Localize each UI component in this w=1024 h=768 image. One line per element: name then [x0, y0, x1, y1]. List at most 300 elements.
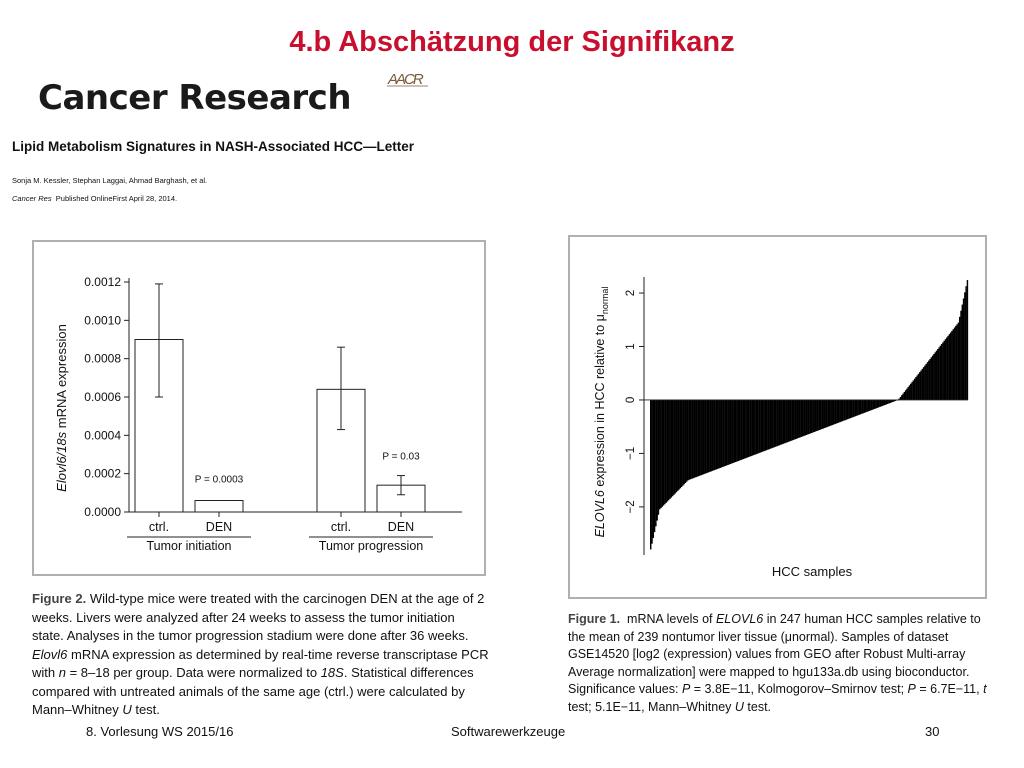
fig1-sample-bar	[933, 354, 934, 400]
fig1-sample-bar	[905, 390, 906, 400]
footer-lecture: 8. Vorlesung WS 2015/16	[86, 724, 234, 739]
fig1-sample-bar	[918, 374, 919, 400]
fig1-sample-bar	[911, 382, 912, 400]
fig1-sample-bar	[735, 400, 736, 462]
fig1-sample-bar	[931, 357, 932, 400]
journal-name: Cancer Research	[38, 78, 352, 118]
fig1-sample-bar	[929, 359, 930, 400]
fig1-sample-bar	[731, 400, 732, 464]
fig1-sample-bar	[750, 400, 751, 456]
fig1-sample-bar	[762, 400, 763, 452]
fig1-sample-bar	[722, 400, 723, 467]
fig2-y-axis-label-italic: Elovl6/18s	[54, 431, 69, 492]
figure1-caption-text: mRNA levels of	[627, 612, 716, 626]
fig1-sample-bar	[962, 305, 963, 400]
fig1-sample-bar	[707, 400, 708, 473]
fig1-sample-bar	[808, 400, 809, 434]
fig1-sample-bar	[740, 400, 741, 460]
fig1-sample-bar	[868, 400, 869, 411]
fig1-sample-bar	[909, 385, 910, 400]
fig2-pvalue-label: P = 0.0003	[194, 474, 244, 486]
fig1-y-axis-label	[593, 287, 610, 538]
figure2-caption-text: Wild-type mice were treated with the carcinogen DEN at the age of 2 weeks. Livers were analyzed after 24 weeks to assess the tumor initiation state. Analyses in the tumor progression stadium were done after 36 weeks.	[32, 591, 485, 643]
fig1-sample-bar	[662, 400, 663, 507]
fig1-sample-bar	[944, 341, 945, 400]
fig2-y-tick-label: 0.0002	[84, 466, 121, 481]
fig1-sample-bar	[689, 400, 690, 480]
fig1-sample-bar	[790, 400, 791, 441]
fig1-sample-bar	[708, 400, 709, 472]
fig1-sample-bar	[748, 400, 749, 457]
fig1-sample-bar	[965, 286, 966, 400]
fig1-sample-bar	[906, 389, 907, 400]
fig1-sample-bar	[781, 400, 782, 444]
fig1-sample-bar	[878, 400, 879, 407]
fig1-sample-bar	[963, 298, 964, 400]
fig1-sample-bar	[673, 400, 674, 495]
fig1-sample-bar	[789, 400, 790, 441]
fig1-sample-bar	[802, 400, 803, 436]
figure1-caption	[568, 611, 993, 716]
fig1-sample-bar	[901, 395, 902, 400]
figure1-caption-text-5: test; 5.1E−11, Mann–Whitney	[568, 699, 735, 714]
fig1-sample-bar	[938, 347, 939, 400]
fig1-sample-bar	[940, 346, 941, 400]
fig1-sample-bar	[935, 352, 936, 400]
fig1-sample-bar	[772, 400, 773, 448]
fig1-sample-bar	[695, 400, 696, 477]
fig1-sample-bar	[774, 400, 775, 447]
fig1-sample-bar	[870, 400, 871, 410]
fig2-y-tick-label: 0.0006	[84, 390, 121, 404]
fig1-sample-bar	[745, 400, 746, 458]
paper-publication	[12, 194, 177, 203]
fig1-y-axis-label-rest: expression in HCC relative to μ	[593, 314, 607, 491]
fig1-sample-bar	[739, 400, 740, 461]
fig1-sample-bar	[850, 400, 851, 418]
figure1-caption-italic-gene: ELOVL6	[715, 612, 764, 626]
fig1-sample-bar	[869, 400, 870, 411]
fig1-sample-bar	[904, 392, 905, 400]
fig1-sample-bar	[828, 400, 829, 427]
fig1-sample-bar	[786, 400, 787, 442]
fig1-sample-bar	[732, 400, 733, 463]
fig1-sample-bar	[864, 400, 865, 413]
figure1-panel	[568, 235, 987, 599]
fig1-sample-bar	[811, 400, 812, 433]
figure2-panel	[32, 240, 486, 576]
figure2-caption-italic-18s: 18S	[320, 665, 344, 680]
fig1-sample-bar	[950, 333, 951, 400]
fig1-sample-bar	[654, 400, 655, 532]
fig1-sample-bar	[865, 400, 866, 412]
fig1-sample-bar	[705, 400, 706, 473]
fig1-sample-bar	[932, 356, 933, 400]
fig1-sample-bar	[923, 367, 924, 400]
fig1-sample-bar	[763, 400, 764, 451]
fig2-y-axis-label-rest: mRNA expression	[54, 324, 69, 432]
fig1-sample-bar	[861, 400, 862, 414]
fig1-sample-bar	[953, 329, 954, 400]
fig1-sample-bar	[672, 400, 673, 496]
fig1-sample-bar	[910, 384, 911, 400]
figure2-caption-text-4: . Statistical differences compared with untreated animals of the same age (ctrl.) were calculated by Mann–Whitney	[32, 665, 474, 717]
figure2-caption-italic-gene: Elovl6	[32, 646, 68, 662]
fig1-sample-bar	[794, 400, 795, 439]
fig1-sample-bar	[749, 400, 750, 457]
fig1-sample-bar	[936, 351, 937, 400]
fig1-sample-bar	[844, 400, 845, 420]
fig2-category-label: ctrl.	[330, 520, 352, 534]
fig1-sample-bar	[700, 400, 701, 475]
fig1-sample-bar	[784, 400, 785, 443]
fig1-sample-bar	[736, 400, 737, 462]
fig1-sample-bar	[665, 400, 666, 503]
fig1-sample-bar	[729, 400, 730, 465]
fig1-sample-bar	[920, 370, 921, 399]
fig1-sample-bar	[747, 400, 748, 458]
figure1-caption-label: Figure 1.	[568, 612, 621, 626]
fig1-sample-bar	[713, 400, 714, 470]
fig1-sample-bar	[900, 397, 901, 400]
fig1-sample-bar	[793, 400, 794, 440]
fig1-sample-bar	[691, 400, 692, 479]
fig1-sample-bar	[882, 400, 883, 406]
fig1-sample-bar	[766, 400, 767, 450]
fig1-sample-bar	[770, 400, 771, 449]
fig1-y-tick-label: 0	[625, 396, 637, 404]
fig1-sample-bar	[795, 400, 796, 439]
fig1-sample-bar	[783, 400, 784, 444]
figure2-caption-text-5: test.	[131, 702, 160, 717]
fig1-sample-bar	[834, 400, 835, 424]
fig2-pvalue-label: P = 0.03	[382, 451, 420, 463]
fig1-sample-bar	[823, 400, 824, 429]
figure1-caption-text-4: = 6.7E−11,	[915, 682, 984, 696]
fig1-sample-bar	[820, 400, 821, 430]
fig1-sample-bar	[817, 400, 818, 431]
fig1-sample-bar	[761, 400, 762, 452]
fig1-sample-bar	[765, 400, 766, 451]
fig1-sample-bar	[757, 400, 758, 454]
fig1-sample-bar	[698, 400, 699, 476]
fig1-sample-bar	[804, 400, 805, 436]
fig1-sample-bar	[716, 400, 717, 469]
fig1-sample-bar	[873, 400, 874, 409]
fig1-sample-bar	[720, 400, 721, 468]
fig1-sample-bar	[880, 400, 881, 406]
fig1-sample-bar	[775, 400, 776, 447]
fig1-sample-bar	[721, 400, 722, 467]
fig1-sample-bar	[945, 339, 946, 400]
fig1-sample-bar	[674, 400, 675, 494]
fig1-sample-bar	[807, 400, 808, 435]
fig1-sample-bar	[841, 400, 842, 422]
fig1-sample-bar	[826, 400, 827, 427]
figure1-caption-italic-p1: P	[681, 682, 691, 696]
fig1-sample-bar	[889, 400, 890, 403]
fig1-sample-bar	[846, 400, 847, 420]
fig1-y-tick-label: −1	[625, 446, 637, 460]
publication-date: Published OnlineFirst April 28, 2014.	[55, 194, 178, 203]
fig1-sample-bar	[917, 375, 918, 400]
aacr-logo	[386, 68, 430, 90]
paper-title: Lipid Metabolism Signatures in NASH-Associated HCC—Letter	[12, 139, 415, 154]
fig1-sample-bar	[888, 400, 889, 404]
fig1-sample-bar	[785, 400, 786, 443]
fig1-sample-bar	[852, 400, 853, 417]
fig1-sample-bar	[857, 400, 858, 415]
fig1-sample-bar	[694, 400, 695, 478]
fig1-sample-bar	[902, 394, 903, 400]
fig1-sample-bar	[792, 400, 793, 440]
fig1-sample-bar	[877, 400, 878, 408]
fig1-sample-bar	[741, 400, 742, 460]
fig1-sample-bar	[681, 400, 682, 487]
footer-page-number: 30	[925, 724, 940, 739]
fig1-sample-bar	[714, 400, 715, 470]
fig1-sample-bar	[690, 400, 691, 479]
fig1-sample-bar	[723, 400, 724, 466]
fig1-sample-bar	[743, 400, 744, 459]
fig1-sample-bar	[703, 400, 704, 474]
fig1-sample-bar	[712, 400, 713, 471]
fig1-sample-bar	[942, 342, 943, 400]
fig1-sample-bar	[883, 400, 884, 405]
figure1-caption-italic-t: t	[983, 682, 987, 696]
fig1-sample-bar	[887, 400, 888, 404]
fig1-sample-bar	[771, 400, 772, 448]
fig1-sample-bar	[947, 336, 948, 400]
fig1-sample-bar	[812, 400, 813, 433]
figure2-caption	[32, 590, 490, 720]
fig1-sample-bar	[753, 400, 754, 455]
fig1-sample-bar	[664, 400, 665, 504]
fig1-sample-bar	[871, 400, 872, 410]
fig1-sample-bar	[685, 400, 686, 483]
fig1-sample-bar	[847, 400, 848, 419]
fig1-sample-bar	[843, 400, 844, 421]
fig1-sample-bar	[653, 400, 654, 538]
fig1-sample-bar	[650, 400, 651, 549]
fig1-sample-bar	[937, 349, 938, 400]
fig1-sample-bar	[668, 400, 669, 500]
fig1-sample-bar	[856, 400, 857, 416]
fig1-sample-bar	[669, 400, 670, 499]
fig1-sample-bar	[842, 400, 843, 421]
fig1-sample-bar	[667, 400, 668, 502]
fig1-sample-bar	[798, 400, 799, 438]
fig1-sample-bar	[927, 362, 928, 400]
fig1-sample-bar	[825, 400, 826, 428]
fig1-x-axis-label: HCC samples	[771, 564, 853, 579]
fig2-bar	[195, 501, 243, 513]
fig1-sample-bar	[824, 400, 825, 428]
fig1-sample-bar	[829, 400, 830, 426]
fig1-sample-bar	[926, 364, 927, 400]
fig1-sample-bar	[875, 400, 876, 408]
fig1-sample-bar	[752, 400, 753, 456]
fig1-sample-bar	[699, 400, 700, 476]
fig1-sample-bar	[788, 400, 789, 442]
fig1-sample-bar	[816, 400, 817, 431]
fig1-sample-bar	[738, 400, 739, 461]
fig1-sample-bar	[692, 400, 693, 478]
fig1-sample-bar	[884, 400, 885, 405]
journal-abbrev: Cancer Res	[12, 194, 52, 203]
fig1-sample-bar	[777, 400, 778, 446]
fig1-sample-bar	[958, 323, 959, 400]
fig1-sample-bar	[955, 326, 956, 400]
fig1-sample-bar	[656, 400, 657, 521]
fig1-sample-bar	[964, 292, 965, 400]
fig1-sample-bar	[797, 400, 798, 438]
fig1-sample-bar	[756, 400, 757, 454]
fig1-sample-bar	[671, 400, 672, 498]
fig1-sample-bar	[954, 328, 955, 400]
fig1-sample-bar	[810, 400, 811, 434]
figure2-caption-italic-u: U	[122, 702, 132, 717]
fig1-sample-bar	[779, 400, 780, 445]
fig1-sample-bar	[659, 400, 660, 509]
fig1-sample-bar	[821, 400, 822, 429]
svg-text:AACR: AACR	[388, 71, 422, 88]
fig1-sample-bar	[833, 400, 834, 425]
fig1-sample-bar	[725, 400, 726, 466]
fig1-sample-bar	[718, 400, 719, 468]
fig1-y-tick-label: 2	[625, 289, 637, 297]
fig1-sample-bar	[767, 400, 768, 450]
fig1-sample-bar	[946, 337, 947, 400]
fig1-sample-bar	[677, 400, 678, 491]
fig1-sample-bar	[859, 400, 860, 415]
fig1-sample-bar	[915, 377, 916, 400]
fig1-sample-bar	[815, 400, 816, 432]
fig1-sample-bar	[879, 400, 880, 407]
fig1-sample-bar	[924, 366, 925, 400]
fig1-sample-bar	[928, 361, 929, 400]
fig2-category-label: DEN	[387, 520, 415, 534]
fig1-sample-bar	[702, 400, 703, 475]
fig2-group-label: Tumor progression	[318, 539, 424, 553]
fig1-sample-bar	[680, 400, 681, 488]
figure1-caption-text-6: test.	[743, 699, 772, 714]
fig1-sample-bar	[967, 280, 968, 400]
fig1-sample-bar	[678, 400, 679, 490]
fig1-sample-bar	[801, 400, 802, 437]
fig1-y-axis-label-italic: ELOVL6	[593, 490, 607, 538]
fig1-sample-bar	[754, 400, 755, 455]
fig1-sample-bar	[941, 344, 942, 400]
fig1-sample-bar	[768, 400, 769, 449]
figure2-caption-label: Figure 2.	[32, 591, 87, 606]
fig1-sample-bar	[806, 400, 807, 435]
fig1-sample-bar	[704, 400, 705, 474]
fig1-sample-bar	[655, 400, 656, 526]
fig1-sample-bar	[734, 400, 735, 463]
fig1-sample-bar	[799, 400, 800, 437]
fig1-sample-bar	[959, 317, 960, 400]
fig1-sample-bar	[914, 379, 915, 400]
fig1-y-tick-label: 1	[625, 343, 637, 350]
fig1-sample-bar	[726, 400, 727, 466]
fig2-y-axis-label	[54, 324, 69, 492]
fig1-sample-bar	[838, 400, 839, 423]
fig2-category-label: ctrl.	[148, 520, 170, 534]
fig1-sample-bar	[780, 400, 781, 445]
figure1-caption-text-2: in 247 human HCC samples relative to the mean of 239 nontumor liver tissue (μnormal). Samples of dataset GSE14520 [log2 (expression) values from GEO after Robust Multi-array Average normalization] were mapped to hgu133a.db using bioconductor. Significance values:	[568, 612, 981, 696]
fig2-y-tick-label: 0.0010	[84, 313, 121, 328]
fig1-sample-bar	[855, 400, 856, 416]
fig1-sample-bar	[832, 400, 833, 425]
fig1-sample-bar	[860, 400, 861, 414]
fig1-sample-bar	[651, 400, 652, 544]
footer-course: Softwarewerkzeuge	[451, 724, 566, 739]
paper-authors: Sonja M. Kessler, Stephan Laggai, Ahmad Barghash, et al.	[12, 176, 208, 185]
fig1-sample-bar	[758, 400, 759, 453]
fig2-category-label: DEN	[205, 520, 233, 534]
slide-title: 4.b Abschätzung der Signifikanz	[289, 26, 735, 58]
fig1-sample-bar	[711, 400, 712, 471]
fig1-sample-bar	[951, 331, 952, 400]
fig1-sample-bar	[839, 400, 840, 422]
fig1-sample-bar	[848, 400, 849, 419]
fig2-y-tick-label: 0.0008	[84, 351, 121, 366]
figure1-caption-italic-u: U	[734, 699, 744, 714]
fig1-sample-bar	[683, 400, 684, 484]
figure2-caption-text-2: mRNA expression as determined by real-time reverse transcriptase PCR with	[32, 646, 489, 680]
fig1-sample-bar	[886, 400, 887, 405]
fig1-sample-bar	[866, 400, 867, 412]
fig1-sample-bar	[956, 324, 957, 400]
figure1-chart	[570, 237, 985, 597]
figure2-caption-text-3: = 8–18 per group. Data were normalized to	[65, 665, 321, 680]
fig1-sample-bar	[759, 400, 760, 453]
fig1-sample-bar	[696, 400, 697, 477]
fig1-sample-bar	[851, 400, 852, 418]
fig1-sample-bar	[663, 400, 664, 506]
fig1-sample-bar	[907, 387, 908, 400]
figure2-chart	[34, 242, 484, 574]
fig1-sample-bar	[709, 400, 710, 472]
fig2-group-label: Tumor initiation	[146, 539, 232, 553]
fig1-sample-bar	[835, 400, 836, 424]
fig1-sample-bar	[658, 400, 659, 515]
fig1-sample-bar	[676, 400, 677, 492]
fig1-sample-bar	[919, 372, 920, 400]
fig1-sample-bar	[687, 400, 688, 480]
fig1-sample-bar	[776, 400, 777, 446]
fig1-sample-bar	[686, 400, 687, 482]
fig1-sample-bar	[949, 334, 950, 400]
fig1-sample-bar	[922, 369, 923, 400]
fig2-y-tick-label: 0.0012	[84, 275, 121, 289]
figure2-caption-italic-n: n	[58, 665, 66, 680]
fig1-sample-bar	[803, 400, 804, 436]
fig1-sample-bar	[853, 400, 854, 417]
fig2-y-tick-label: 0.0000	[84, 505, 121, 519]
fig1-sample-bar	[814, 400, 815, 432]
fig1-sample-bar	[830, 400, 831, 426]
fig2-y-tick-label: 0.0004	[84, 428, 121, 443]
figure1-caption-text-3: = 3.8E−11, Kolmogorov–Smirnov test;	[690, 682, 908, 696]
figure1-caption-italic-p2: P	[907, 682, 916, 696]
fig1-y-axis-label-sub: normal	[600, 286, 610, 315]
fig1-sample-bar	[913, 380, 914, 400]
fig1-sample-bar	[960, 311, 961, 400]
fig1-sample-bar	[819, 400, 820, 430]
fig1-sample-bar	[862, 400, 863, 413]
